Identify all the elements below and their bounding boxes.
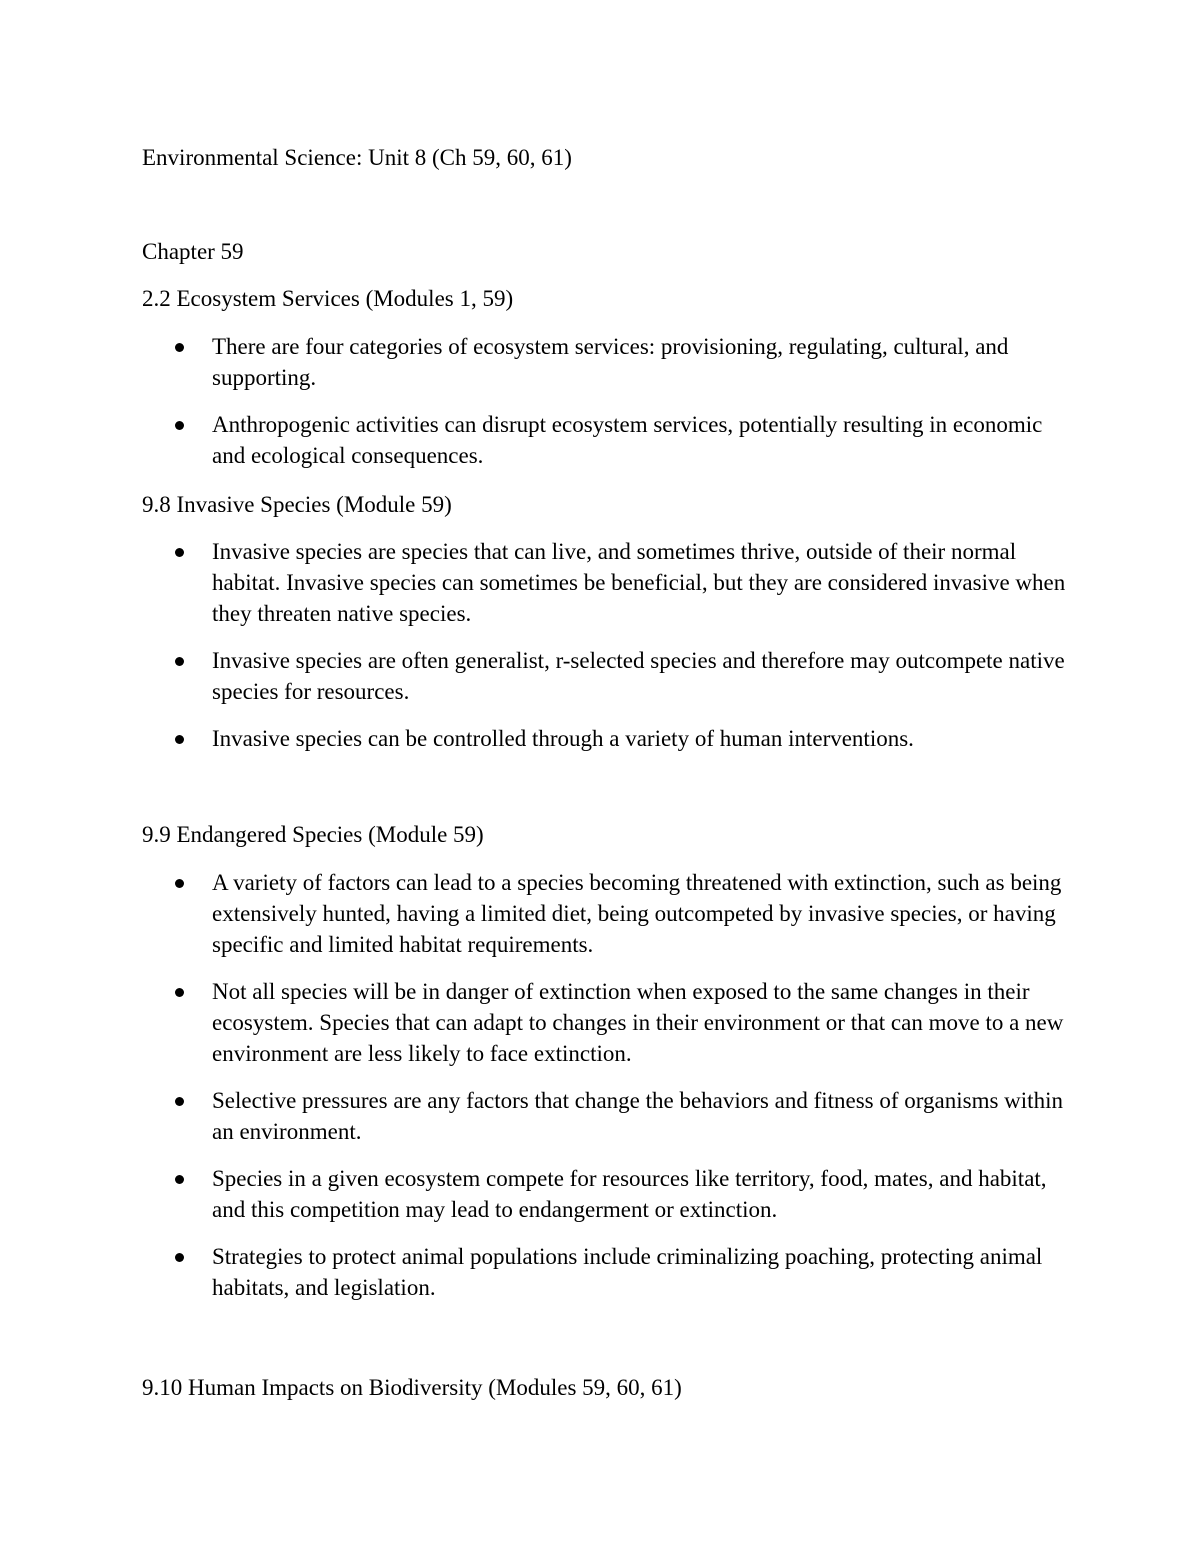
- section-heading-invasive-species: 9.8 Invasive Species (Module 59): [142, 492, 452, 517]
- list-item: Anthropogenic activities can disrupt ecosystem services, potentially resulting in economic and ecological consequences.: [142, 409, 1072, 471]
- list-item: Species in a given ecosystem compete for resources like territory, food, mates, and habitat, and this competition may lead to endangerment or extinction.: [142, 1163, 1072, 1225]
- bullet-icon: [175, 1253, 184, 1262]
- bullet-list-invasive-species: [142, 536, 1072, 770]
- bullet-icon: [175, 1097, 184, 1106]
- bullet-icon: [175, 879, 184, 888]
- list-item: There are four categories of ecosystem services: provisioning, regulating, cultural, and supporting.: [142, 331, 1072, 393]
- list-item: Selective pressures are any factors that change the behaviors and fitness of organisms within an environment.: [142, 1085, 1072, 1147]
- bullet-list-endangered-species: [142, 867, 1072, 1319]
- section-heading-endangered-species: 9.9 Endangered Species (Module 59): [142, 822, 484, 847]
- list-item: Not all species will be in danger of extinction when exposed to the same changes in their ecosystem. Species that can adapt to changes in their environment or that can move to a new environment are less likely to face extinction.: [142, 976, 1072, 1069]
- list-item: Strategies to protect animal populations include criminalizing poaching, protecting animal habitats, and legislation.: [142, 1241, 1072, 1303]
- bullet-icon: [175, 421, 184, 430]
- bullet-icon: [175, 735, 184, 744]
- bullet-icon: [175, 548, 184, 557]
- bullet-icon: [175, 988, 184, 997]
- section-heading-ecosystem-services: 2.2 Ecosystem Services (Modules 1, 59): [142, 286, 514, 311]
- chapter-heading: Chapter 59: [142, 239, 244, 264]
- bullet-list-ecosystem-services: [142, 331, 1072, 487]
- list-item: Invasive species can be controlled through a variety of human interventions.: [142, 723, 1072, 754]
- bullet-icon: [175, 657, 184, 666]
- list-item: Invasive species are species that can live, and sometimes thrive, outside of their normal habitat. Invasive species can sometimes be beneficial, but they are considered invasive when they threaten native species.: [142, 536, 1072, 629]
- section-heading-human-impacts: 9.10 Human Impacts on Biodiversity (Modules 59, 60, 61): [142, 1375, 682, 1400]
- document-title: Environmental Science: Unit 8 (Ch 59, 60, 61): [142, 145, 572, 170]
- list-item: A variety of factors can lead to a species becoming threatened with extinction, such as being extensively hunted, having a limited diet, being outcompeted by invasive species, or having specific and limited habitat requirements.: [142, 867, 1072, 960]
- bullet-icon: [175, 343, 184, 352]
- bullet-icon: [175, 1175, 184, 1184]
- list-item: Invasive species are often generalist, r-selected species and therefore may outcompete native species for resources.: [142, 645, 1072, 707]
